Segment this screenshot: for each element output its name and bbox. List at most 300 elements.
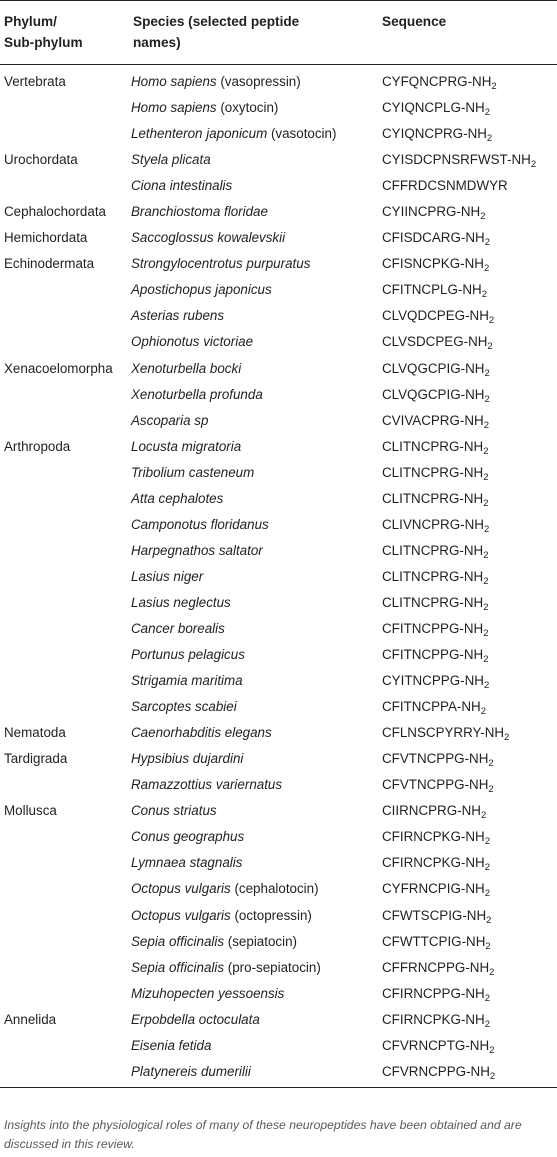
amide-suffix: -NH [460,230,485,246]
amide-subscript: 2 [485,940,491,952]
amide-subscript: 2 [488,315,495,327]
cell-species [129,746,380,772]
table-row [0,225,557,251]
amide-suffix: -NH [464,777,489,793]
species-name: Lymnaea stagnalis [131,855,243,871]
table-row [0,1059,557,1088]
species-name: Xenoturbella bocki [131,360,242,376]
amide-subscript: 2 [504,732,510,744]
cell-species [129,538,380,564]
amide-suffix: -NH [456,699,481,715]
cell-sequence [380,199,557,225]
cell-species [129,408,380,434]
cell-phylum: Cephalochordata [4,204,106,220]
cell-phylum [0,382,129,408]
species-name: Homo sapiens [131,100,217,116]
amide-suffix: -NH [459,412,484,428]
amide-subscript: 2 [486,133,493,145]
sequence-text: CFWTSCPIG [382,907,463,923]
sequence-text: CFWTTCPIG [382,933,462,949]
cell-phylum [0,955,129,981]
cell-species [129,277,380,303]
amide-subscript: 2 [483,654,489,666]
sequence-text: CYIQNCPRG [382,126,464,142]
cell-phylum [0,772,129,798]
sequence-text: CYITNCPPG [382,673,461,689]
amide-suffix: -NH [459,621,484,636]
cell-sequence [380,225,557,251]
amide-subscript: 2 [484,836,490,848]
cell-phylum: Xenacoelomorpha [4,360,113,376]
cell-sequence [380,746,557,772]
table-row [0,798,557,824]
header-phylum-line1: Phylum/ [4,14,57,29]
sequence-text: CFIRNCPPG [382,985,461,1001]
table-row [0,251,557,277]
table-row [0,329,557,355]
cell-phylum [0,876,129,902]
peptide-name: (oxytocin) [216,100,279,116]
table-row [0,720,557,746]
cell-species [129,798,380,824]
species-name: Sarcoptes scabiei [131,699,237,715]
amide-suffix: -NH [460,386,485,402]
sequence-text: CYFRNCPIG [382,881,461,897]
amide-subscript: 2 [480,211,486,223]
cell-phylum: Hemichordata [4,230,88,246]
table-row [0,1007,557,1033]
peptide-name: (octopressin) [230,907,312,923]
species-name: Camponotus floridanus [131,516,269,532]
amide-subscript: 2 [483,628,489,639]
cell-sequence [380,772,557,798]
table-row [0,929,557,955]
cell-sequence [380,590,557,616]
species-name: Ciona intestinalis [131,178,233,194]
amide-suffix: -NH [460,360,485,376]
table-row [0,356,557,382]
table-row [0,95,557,121]
table-row [0,746,557,772]
cell-sequence [380,668,557,694]
species-name: Lasius neglectus [131,594,231,610]
species-name: Lasius niger [131,568,204,584]
species-name: Harpegnathos saltator [131,542,263,558]
cell-phylum [0,460,129,486]
species-name: Conus striatus [131,803,217,819]
cell-sequence [380,798,557,824]
peptide-name: (cephalotocin) [230,881,319,897]
cell-sequence [380,173,557,199]
sequence-text: CFIRNCPKG [382,855,461,871]
amide-suffix: -NH [465,1037,490,1053]
species-name: Cancer borealis [131,621,225,636]
amide-subscript: 2 [491,81,497,93]
sequence-text: CLITNCPRG [382,464,460,480]
amide-suffix: -NH [459,464,484,480]
cell-sequence [380,329,557,355]
species-name: Sepia officinalis [131,959,225,975]
cell-phylum [0,329,129,355]
sequence-text: CLVQDCPEG [382,308,466,324]
cell-sequence [380,303,557,329]
cell-phylum [0,277,129,303]
cell-species [129,460,380,486]
table-row [0,538,557,564]
species-name: Ramazzottius variernatus [131,777,283,793]
header-sequence: Sequence [380,1,557,65]
cell-species [129,590,380,616]
amide-subscript: 2 [483,263,490,275]
cell-species [129,772,380,798]
cell-phylum [0,408,129,434]
species-name: Sepia officinalis [131,933,225,949]
cell-phylum [0,903,129,929]
sequence-text: CFVRNCPPG [382,1063,467,1079]
sequence-text: CYIQNCPLG [382,100,461,116]
sequence-text: CFVTNCPPG [382,751,465,767]
amide-subscript: 2 [488,758,494,770]
species-name: Conus geographus [131,829,245,845]
amide-suffix: -NH [465,308,489,324]
cell-phylum: Annelida [4,1011,57,1027]
sequence-text: CFIRNCPKG [382,1011,461,1027]
cell-species [129,356,380,382]
sequence-text: CIIRNCPRG [382,803,458,819]
amide-suffix: -NH [459,647,484,663]
cell-sequence [380,121,557,147]
amide-subscript: 2 [484,862,490,874]
cell-species [129,955,380,981]
species-name: Octopus vulgaris [131,907,231,923]
cell-species [129,303,380,329]
table-row [0,486,557,512]
table-row [0,590,557,616]
cell-phylum: Arthropoda [4,438,71,454]
cell-phylum [0,850,129,876]
cell-phylum [0,95,129,121]
amide-suffix: -NH [457,282,482,298]
sequence-text: CYISDCPNSRFWST [382,152,507,168]
table-row [0,199,557,225]
amide-suffix: -NH [460,1011,485,1027]
cell-sequence [380,929,557,955]
sequence-text: CFFRNCPPG [382,959,466,975]
sequence-text: CLITNCPRG [382,542,460,558]
species-name: Styela plicata [131,152,211,168]
sequence-text: CLITNCPRG [382,490,460,506]
cell-sequence [380,876,557,902]
amide-suffix: -NH [459,542,484,558]
amide-subscript: 2 [484,107,490,119]
header-species-line1: Species (selected peptide [133,14,300,29]
cell-species [129,824,380,850]
amide-suffix: -NH [459,594,484,610]
cell-phylum [0,512,129,538]
amide-subscript: 2 [484,992,490,1004]
sequence-text: CFISNCPKG [382,256,461,272]
cell-phylum: Nematoda [4,725,66,741]
table-row [0,694,557,720]
cell-phylum: Echinodermata [4,256,95,272]
table-footnote: Insights into the physiological roles of many of these neuropeptides have been obtained and are discussed in this review. [4,1118,522,1151]
peptide-name: (sepiatocin) [224,933,297,949]
sequence-text: CLVQGCPIG [382,360,461,376]
cell-species [129,251,380,277]
cell-sequence [380,720,557,746]
cell-species [129,720,380,746]
table-row [0,668,557,694]
amide-subscript: 2 [484,237,490,249]
cell-species [129,668,380,694]
table-row [0,512,557,538]
amide-suffix: -NH [460,829,485,845]
table-row [0,824,557,850]
sequence-text: CFISDCARG [382,230,461,246]
cell-sequence [380,824,557,850]
cell-phylum: Tardigrada [4,751,68,767]
header-species [129,1,380,65]
amide-suffix: -NH [463,334,488,350]
amide-subscript: 2 [486,914,492,926]
sequence-text: CFVTNCPPG [382,777,465,793]
sequence-text: CLITNCPRG [382,568,460,584]
cell-sequence [380,95,557,121]
species-name: Saccoglossus kowalevskii [131,230,286,246]
sequence-text: CFITNCPPG [382,621,460,636]
cell-sequence [380,642,557,668]
cell-phylum: Vertebrata [4,74,66,90]
table-row [0,65,557,96]
sequence-text: CFIRNCPKG [382,829,461,845]
species-name: Branchiostoma floridae [131,204,268,220]
cell-species [129,434,380,460]
cell-species [129,1007,380,1033]
amide-subscript: 2 [484,888,490,900]
peptide-name: (pro-sepiatocin) [224,959,321,975]
table-row [0,876,557,902]
sequence-text: CFITNCPPG [382,647,460,663]
cell-phylum [0,564,129,590]
amide-suffix: -NH [459,490,484,506]
cell-sequence [380,460,557,486]
cell-phylum [0,538,129,564]
table-row [0,121,557,147]
peptide-name: (vasotocin) [267,126,337,142]
species-name: Erpobdella octoculata [131,1011,260,1027]
amide-subscript: 2 [489,1070,496,1082]
amide-suffix: -NH [464,751,489,767]
cell-sequence [380,277,557,303]
cell-phylum [0,303,129,329]
cell-phylum [0,694,129,720]
amide-subscript: 2 [483,445,489,457]
cell-sequence [380,408,557,434]
cell-sequence [380,147,557,173]
amide-suffix: -NH [460,985,485,1001]
amide-suffix: -NH [460,855,485,871]
cell-sequence [380,564,557,590]
cell-species [129,903,380,929]
sequence-text: CYFQNCPRG [382,74,468,90]
cell-phylum [0,486,129,512]
amide-suffix: -NH [460,100,485,116]
cell-species [129,199,380,225]
amide-subscript: 2 [489,1044,495,1056]
cell-sequence [380,434,557,460]
amide-suffix: -NH [457,803,481,819]
cell-sequence [380,1007,557,1033]
table-row [0,382,557,408]
amide-suffix: -NH [467,74,492,90]
table-row [0,616,557,642]
amide-subscript: 2 [483,549,489,561]
cell-species [129,329,380,355]
cell-sequence [380,1033,557,1059]
cell-species [129,382,380,408]
cell-sequence [380,850,557,876]
cell-species [129,850,380,876]
amide-suffix: -NH [466,1063,490,1079]
cell-phylum: Urochordata [4,152,78,168]
sequence-text: CVIVACPRG [382,412,460,428]
cell-phylum [0,929,129,955]
amide-suffix: -NH [456,204,481,220]
amide-suffix: -NH [462,907,487,923]
amide-subscript: 2 [483,680,490,692]
cell-sequence [380,382,557,408]
species-name: Ascoparia sp [131,412,209,428]
cell-species [129,225,380,251]
header-species-line2: names) [133,35,181,50]
cell-phylum: Mollusca [4,803,57,819]
amide-suffix: -NH [463,126,487,142]
table-row [0,1033,557,1059]
amide-subscript: 2 [481,289,487,301]
cell-sequence [380,65,557,96]
species-name: Portunus pelagicus [131,647,245,663]
species-name: Asterias rubens [131,308,225,324]
cell-species [129,616,380,642]
header-phylum [0,1,129,65]
cell-sequence [380,1059,557,1088]
sequence-text: CFFRDCSNMDWYR [382,178,508,194]
cell-species [129,564,380,590]
sequence-text: CYIINCPRG [382,204,457,220]
amide-subscript: 2 [483,471,489,483]
cell-species [129,642,380,668]
cell-species [129,486,380,512]
sequence-text: CFLNSCPYRRY [382,725,481,741]
cell-phylum [0,981,129,1007]
cell-sequence [380,981,557,1007]
cell-sequence [380,903,557,929]
cell-phylum [0,642,129,668]
sequence-text: CFITNCPLG [382,282,458,298]
cell-sequence [380,538,557,564]
species-name: Lethenteron japonicum [131,126,268,142]
amide-suffix: -NH [460,673,484,689]
cell-sequence [380,251,557,277]
cell-species [129,65,380,96]
amide-subscript: 2 [480,810,487,822]
species-name: Apostichopus japonicus [131,282,272,298]
cell-species [129,147,380,173]
cell-species [129,1033,380,1059]
species-name: Eisenia fetida [131,1037,212,1053]
amide-subscript: 2 [483,601,489,613]
cell-species [129,121,380,147]
amide-suffix: -NH [507,152,531,168]
cell-sequence [380,486,557,512]
amide-subscript: 2 [489,966,495,978]
cell-species [129,173,380,199]
amide-subscript: 2 [483,575,489,587]
table-row [0,564,557,590]
peptide-name: (vasopressin) [216,74,301,90]
table-row [0,642,557,668]
amide-suffix: -NH [480,725,505,741]
species-name: Platynereis dumerilii [131,1063,251,1079]
cell-phylum [0,616,129,642]
cell-species [129,512,380,538]
species-name: Tribolium casteneum [131,464,255,480]
sequence-text: CLIVNCPRG [382,516,461,532]
species-name: Atta cephalotes [131,490,224,506]
species-name: Ophionotus victoriae [131,334,254,350]
sequence-text: CLVSDCPEG [382,334,464,350]
table-row [0,460,557,486]
table-row [0,955,557,981]
amide-suffix: -NH [465,959,490,975]
amide-subscript: 2 [484,367,490,379]
table-row [0,277,557,303]
amide-subscript: 2 [484,393,490,405]
cell-species [129,981,380,1007]
cell-species [129,876,380,902]
table-row [0,903,557,929]
amide-subscript: 2 [488,784,494,796]
amide-suffix: -NH [460,256,484,272]
species-name: Homo sapiens [131,74,217,90]
table-row [0,434,557,460]
sequence-text: CLVQGCPIG [382,386,461,402]
amide-subscript: 2 [483,419,489,431]
species-name: Locusta migratoria [131,438,242,454]
sequence-text: CLITNCPRG [382,594,460,610]
amide-suffix: -NH [460,881,485,897]
cell-sequence [380,694,557,720]
species-name: Caenorhabditis elegans [131,725,272,741]
species-name: Octopus vulgaris [131,881,231,897]
cell-phylum [0,1033,129,1059]
amide-subscript: 2 [487,341,493,353]
cell-phylum [0,824,129,850]
amide-subscript: 2 [530,159,537,171]
species-name: Strongylocentrotus purpuratus [131,256,311,272]
sequence-text: CFVRNCPTG [382,1037,466,1053]
amide-subscript: 2 [484,1018,490,1030]
cell-species [129,929,380,955]
amide-subscript: 2 [483,523,490,535]
cell-phylum [0,121,129,147]
cell-sequence [380,616,557,642]
cell-species [129,1059,380,1088]
species-name: Xenoturbella profunda [131,386,263,402]
cell-phylum [0,590,129,616]
table-header [0,1,557,65]
amide-suffix: -NH [461,933,486,949]
